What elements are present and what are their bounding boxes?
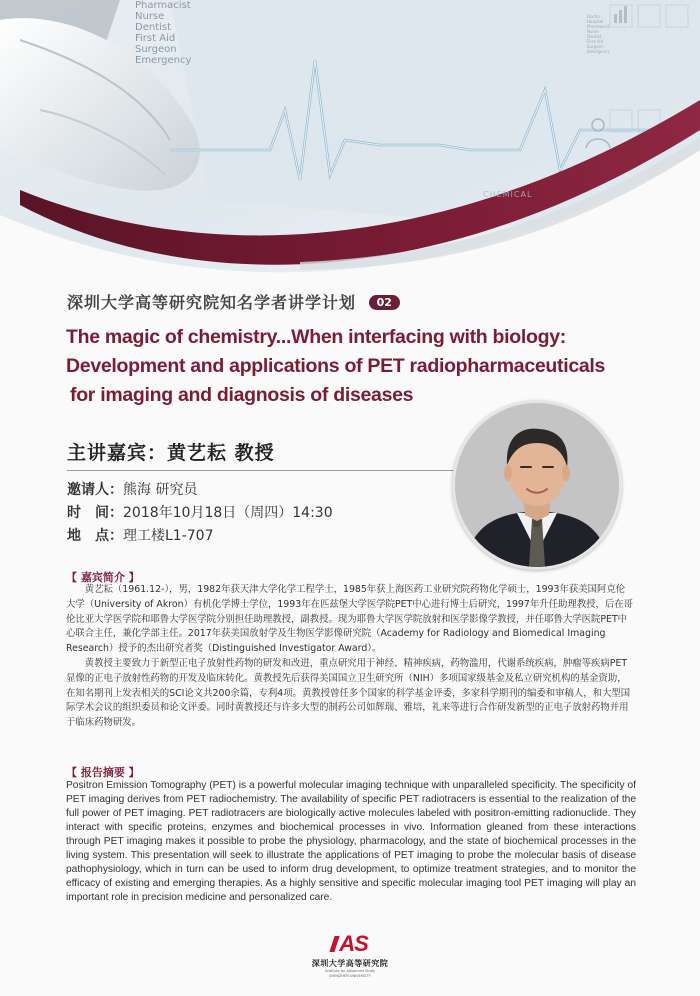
talk-title [66, 323, 606, 410]
ias-logo-mark [300, 933, 400, 955]
bio-heading: 【 嘉宾简介 】 [66, 571, 140, 584]
right-terms [587, 14, 610, 54]
inviter-value: 熊海 研究员 [123, 482, 198, 498]
term: Surgeon [587, 44, 604, 49]
term: Doctor [587, 14, 601, 19]
bio-paragraph-1: 黄艺耘（1961.12-），男，1982年获天津大学化学工程学士，1985年获上海医药工业研究院药物化学硕士，1993年获美国阿克伦大学（University of Akron）有机化学博士学位，1993年在匹兹堡大学医学院PET中心进行博士后研究，1997年升任助理教授，后在哥伦比亚大学医学院和耶鲁大学医学院分别担任助理教授，副教授。现为耶鲁大学医学院放射和医学影像学教授，并任耶鲁大学医院PET中心联合主任，兼化学部主任。2017年获美国放射学及生物医学影像研究院（Academy for Radiology and Biomedical Imaging Research）授予的杰出研究者奖（Distinguished Investigator Award）。 [66, 584, 633, 655]
term: Emergency [587, 49, 610, 54]
term: First Aid [135, 33, 176, 44]
term: Pharmacist [587, 24, 610, 29]
series-number-badge: 02 [369, 295, 400, 310]
time-row [67, 502, 333, 525]
term: First Aid [587, 39, 604, 44]
event-info [67, 479, 333, 548]
logo-english-line-1: Institute for Advanced Study [324, 969, 376, 973]
logo-chinese-name: 深圳大学高等研究院 [311, 959, 389, 968]
title-line-3: for imaging and diagnosis of diseases [70, 384, 414, 406]
term: Emergency [135, 55, 192, 66]
series-heading [67, 290, 400, 313]
term: Nurse [587, 29, 599, 34]
term: Surgeon [135, 44, 177, 55]
bio-text [66, 583, 634, 731]
portrait-illustration [455, 403, 619, 567]
medical-terms [135, 0, 191, 66]
term: Pharmacist [135, 0, 191, 11]
speaker-photo [452, 400, 622, 570]
place-value: 理工楼L1-707 [123, 528, 214, 544]
term: Nurse [135, 11, 165, 22]
logo-mark-text: AS [339, 931, 368, 956]
place-row [67, 525, 333, 548]
speaker-heading: 主讲嘉宾：黄艺耘 教授 [67, 442, 275, 464]
time-value: 2018年10月18日（周四）14:30 [123, 505, 333, 521]
term: Dentist [135, 22, 172, 33]
chemical-watermark: CHEMICAL [483, 190, 533, 199]
inviter-row [67, 479, 333, 502]
term: Dentist [587, 34, 602, 39]
term: Hospital [587, 19, 604, 24]
title-line-1: The magic of chemistry...When interfacing with biology: [66, 326, 566, 348]
title-line-2: Development and applications of PET radiopharmaceuticals [66, 355, 606, 377]
inviter-key: 邀请人： [67, 482, 123, 498]
bio-paragraph-2: 黄教授主要致力于新型正电子放射性药物的研发和改进，重点研究用于神经、精神疾病，药物滥用，代谢系统疾病，肿瘤等疾病PET显像的正电子放射性药物的开发及临床转化。黄教授先后获得美国国立卫生研究所（NIH）多项国家级基金及私立研究机构的基金资助，在知名期刊上发表相关的SCI论文共200余篇，专利4项。黄教授曾任多个国家的科学基金评委，多家科学期刊的编委和审稿人，和大型国际学术会议的组织委员和论文评委。同时黄教授还与许多大型的制药公司如辉瑞、雅培，礼来等进行合作研发新型的正电子放射药物并用于临床药物研发。 [66, 657, 631, 729]
logo-english-line-2: SHENZHEN UNIVERSITY [329, 973, 371, 978]
place-key: 地 点： [67, 528, 123, 544]
series-label: 深圳大学高等研究院知名学者讲学计划 [67, 293, 357, 312]
divider [67, 470, 457, 471]
header-banner [0, 0, 700, 285]
time-key: 时 间： [67, 505, 123, 521]
abstract-text: Positron Emission Tomography (PET) is a powerful molecular imaging technique with unparalleled specificity. The specificity of PET imaging derives from PET radiochemistry. The availability of specific PET radiotracers is essential to the realization of the full power of PET imaging. PET radiotracers are biologically active molecules labeled with positron-emitting radionuclide. They interact with specific proteins, enzymes and biochemical processes in vivo. Information gleaned from these interactions through PET imaging makes it possible to probe the physiology, pharmacology, and the state of biochemical processes in the living system. This presentation will seek to illustrate the applications of PET imaging to probe the molecular basis of disease pathophysiology, which in turn can be used to inform drug development, to optimize treatment strategies, and to monitor the efficacy of existing and emerging therapies. As a highly sensitive and specific molecular imaging tool PET imaging will play an important role in precision medicine and personalized care. [66, 780, 636, 903]
abstract-heading: 【 报告摘要 】 [66, 766, 140, 779]
ias-logo [300, 933, 400, 978]
